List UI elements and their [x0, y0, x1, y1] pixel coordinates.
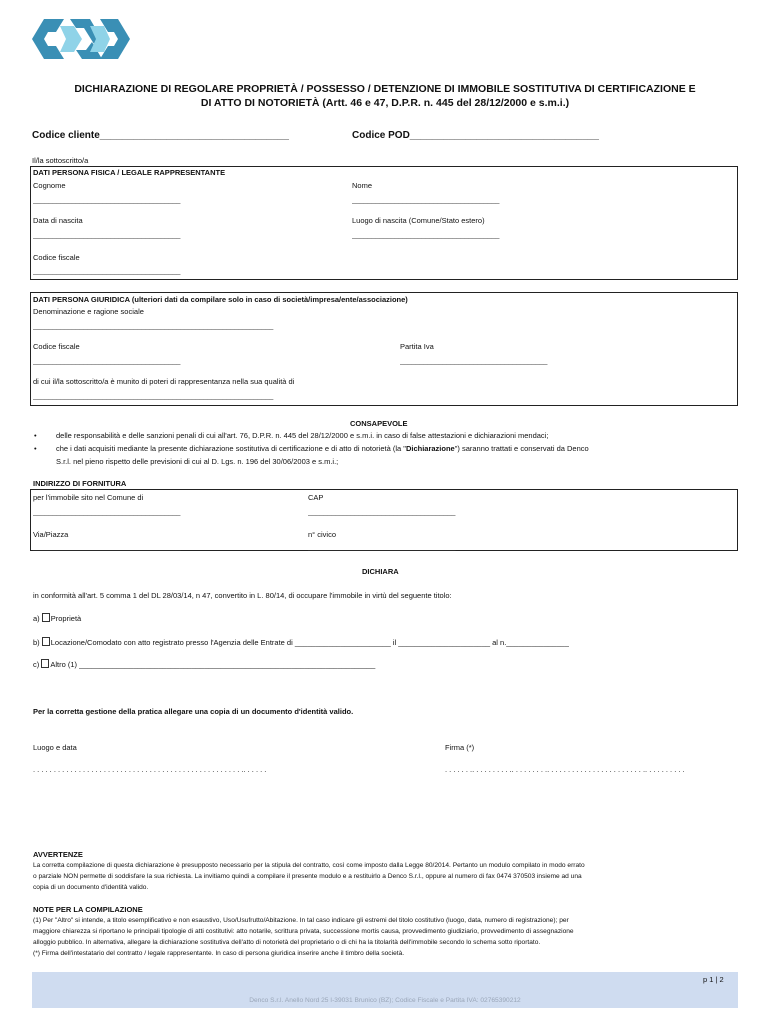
option-a-prefix: a)	[33, 614, 40, 623]
avvertenze-line-3: copia di un documento d'identità valido.	[33, 884, 149, 891]
note-line-4: (*) Firma dell'intestatario del contratto / legale rappresentante. In caso di persona giuridica inserire anche il timbro della società.	[33, 950, 405, 957]
note-heading: NOTE PER LA COMPILAZIONE	[33, 905, 143, 914]
cognome-label: Cognome	[33, 181, 66, 190]
avvertenze-heading: AVVERTENZE	[33, 850, 83, 859]
partita-iva-field[interactable]: ______________________________________	[400, 356, 548, 365]
nome-label: Nome	[352, 181, 373, 190]
page-title	[20, 82, 750, 110]
footer-company: Denco S.r.l. Anello Nord 25 I-39031 Brunico (BZ); Codice Fiscale e Partita IVA: 02765390212	[249, 997, 521, 1004]
partita-iva-label: Partita Iva	[400, 342, 434, 351]
option-c-label: Altro (1) _______________________________________________________________________	[50, 660, 376, 669]
avvertenze-line-1: La corretta compilazione di questa dichiarazione è presupposto necessario per la stipula del contratto, così come imposto dalla Legge 80/2014. Pertanto un modulo compilato in modo errato	[33, 862, 585, 869]
consapevole-heading: CONSAPEVOLE	[350, 419, 408, 428]
firma-field[interactable]: . . . . . . .. . . . . . . . . .. . . . . . . . .. . . . . . . . . . . . . . . . . . . . . . . .. . . . . . . . . .	[445, 765, 685, 774]
option-c[interactable]	[33, 659, 375, 670]
option-c-prefix: c)	[33, 660, 40, 669]
company-logo	[30, 14, 132, 64]
luogo-nascita-field[interactable]: ______________________________________	[352, 230, 500, 239]
consapevole-item-2	[56, 444, 589, 454]
cap-field[interactable]: ______________________________________	[308, 507, 456, 516]
option-a-checkbox[interactable]	[42, 613, 50, 622]
firma-label: Firma (*)	[445, 743, 475, 752]
note-line-3: alloggio pubblico. In alternativa, allegare la dichiarazione sostitutiva dell'atto di notorietà del proprietario o di chi ha la titolarità dell'immobile secondo lo schema sotto riportato.	[33, 939, 541, 946]
luogo-data-label: Luogo e data	[33, 743, 77, 752]
bullet-2: •	[34, 444, 37, 453]
item2-bold: Dichiarazione	[405, 444, 455, 453]
option-a-label: Proprietà	[50, 614, 82, 623]
persona-fisica-heading: DATI PERSONA FISICA / LEGALE RAPPRESENTANTE	[33, 168, 226, 177]
denominazione-label: Denominazione e ragione sociale	[33, 307, 144, 316]
fornitura-heading: INDIRIZZO DI FORNITURA	[33, 479, 127, 488]
persona-giuridica-heading: DATI PERSONA GIURIDICA (ulteriori dati da compilare solo in caso di società/impresa/ente/associazione)	[33, 295, 408, 304]
civico-label: n° civico	[308, 530, 337, 539]
luogo-nascita-label: Luogo di nascita (Comune/Stato estero)	[352, 216, 485, 225]
giuridica-codice-fiscale-field[interactable]: ______________________________________	[33, 356, 181, 365]
option-b-label: Locazione/Comodato con atto registrato presso l'Agenzia delle Entrate di _______________________ il ______________________ al n._______________	[50, 638, 569, 647]
title-line-1: DICHIARAZIONE DI REGOLARE PROPRIETÀ / POSSESSO / DETENZIONE DI IMMOBILE SOSTITUTIVA DI CERTIFICAZIONE E	[74, 83, 696, 95]
comune-label: per l'immobile sito nel Comune di	[33, 493, 144, 502]
giuridica-codice-fiscale-label: Codice fiscale	[33, 342, 80, 351]
denominazione-field[interactable]: ______________________________________________________________	[33, 321, 274, 330]
cognome-field[interactable]: ______________________________________	[33, 195, 181, 204]
item2-part-a: che i dati acquisiti mediante la presente dichiarazione sostitutiva di certificazione e di atto di notorietà (la "	[56, 444, 406, 453]
codice-fiscale-label: Codice fiscale	[33, 253, 80, 262]
poteri-label: di cui il/la sottoscritto/a è munito di poteri di rappresentanza nella sua qualità di	[33, 377, 295, 386]
option-b-checkbox[interactable]	[42, 637, 50, 646]
option-a[interactable]	[33, 613, 81, 624]
codice-pod-field[interactable]: Codice POD__________________________________	[352, 130, 599, 141]
luogo-data-field[interactable]: . . . . . . . . . . . . . . . . . . . . . . . . . . . . . . . . . . . . . . . . . . . . . . . . . . .. . . . . .	[33, 765, 267, 774]
note-line-2: maggiore chiarezza si riportano le principali tipologie di atti costitutivi: atto notarile, scrittura privata, successione mortis causa, provvedimento giudiziario, provvedimento di assegnazione	[33, 928, 574, 935]
civico-field[interactable]: ______________________________________	[308, 542, 456, 551]
codice-fiscale-field[interactable]: ______________________________________	[33, 266, 181, 275]
page-number: p 1 | 2	[703, 975, 724, 984]
dichiara-text: in conformità all'art. 5 comma 1 del DL 28/03/14, n 47, convertito in L. 80/14, di occupare l'immobile in virtù del seguente titolo:	[33, 591, 452, 600]
title-line-2: DI ATTO DI NOTORIETÀ (Artt. 46 e 47, D.P.R. n. 445 del 28/12/2000 e s.m.i.)	[200, 97, 570, 109]
cap-label: CAP	[308, 493, 324, 502]
consapevole-item-1: delle responsabilità e delle sanzioni penali di cui all'art. 76, D.P.R. n. 445 del 28/12/2000 e s.m.i. in caso di false attestazioni e dichiarazioni mendaci;	[56, 431, 549, 440]
bullet-1: •	[34, 431, 37, 440]
poteri-field[interactable]: ______________________________________________________________	[33, 391, 274, 400]
item2-part-b: ") saranno trattati e conservati da Denco	[454, 444, 589, 453]
documento-note: Per la corretta gestione della pratica allegare una copia di un documento d'identità valido.	[33, 707, 354, 716]
nome-field[interactable]: ______________________________________	[352, 195, 500, 204]
option-b-prefix: b)	[33, 638, 40, 647]
data-nascita-label: Data di nascita	[33, 216, 83, 225]
note-line-1: (1) Per "Altro" si intende, a titolo esemplificativo e non esaustivo, Uso/Usufrutto/Abitazione. In tal caso indicare gli estremi del titolo costitutivo (luogo, data, numero di registrazione); per	[33, 917, 569, 924]
consapevole-item-2-cont: S.r.l. nel pieno rispetto delle previsioni di cui al D. Lgs. n. 196 del 30/06/2003 e s.m.i.;	[56, 457, 339, 466]
avvertenze-line-2: o parziale NON permette di soddisfare la sua richiesta. La invitiamo quindi a compilare il presente modulo e a restituirlo a Denco S.r.l., oppure al numero di fax 0474 370503 insieme ad una	[33, 873, 582, 880]
dichiara-heading: DICHIARA	[362, 567, 399, 576]
codice-cliente-field[interactable]: Codice cliente__________________________________	[32, 130, 289, 141]
data-nascita-field[interactable]: ______________________________________	[33, 230, 181, 239]
comune-field[interactable]: ______________________________________	[33, 507, 181, 516]
via-field[interactable]: ______________________________________	[33, 542, 181, 551]
option-c-checkbox[interactable]	[41, 659, 49, 668]
intro-text: Il/la sottoscritto/a	[32, 156, 89, 165]
via-label: Via/Piazza	[33, 530, 69, 539]
option-b[interactable]	[33, 637, 569, 648]
